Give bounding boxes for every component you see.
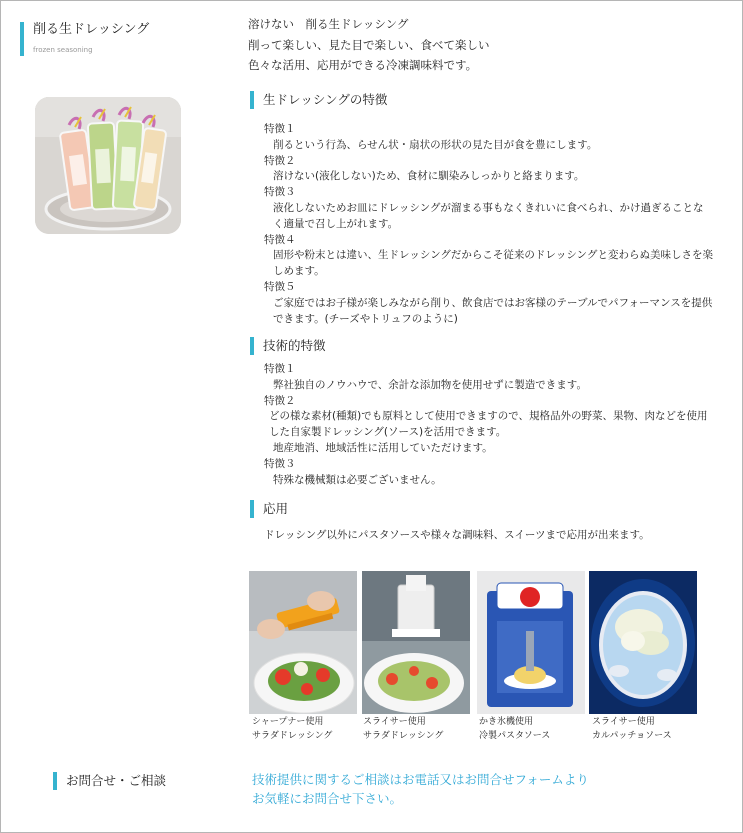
photo-sharpener-salad: [249, 571, 357, 714]
feature-label: 特徴１: [264, 123, 296, 135]
sidebar-subtitle: frozen seasoning: [33, 46, 93, 54]
caption-line: スライサー使用: [363, 717, 426, 727]
tech-label: 特徴１: [264, 363, 296, 375]
features-list: [264, 122, 714, 327]
tech-label: 特徴３: [264, 457, 296, 470]
contact-line: お気軽にお問合せ下さい。: [252, 790, 403, 806]
intro-line: 溶けない 削る生ドレッシング: [248, 17, 409, 31]
sidebar-title: 削る生ドレッシング: [33, 22, 150, 37]
tech-list: [264, 362, 714, 488]
application-text: ドレッシング以外にパスタソースや様々な調味料、スイーツまで応用が出来ます。: [264, 529, 650, 541]
intro-line: 色々な活用、応用ができる冷凍調味料です。: [248, 58, 478, 72]
features-heading: 生ドレッシングの特徴: [250, 91, 387, 109]
photo-slicer-carpaccio: [589, 571, 697, 714]
tech-desc: 特殊な機械類は必要ございません。: [273, 473, 442, 486]
photo-caption: [592, 716, 672, 743]
photo-shaved-ice-pasta: [477, 571, 585, 714]
feature-label: 特徴４: [264, 233, 296, 246]
tech-heading: 技術的特徴: [250, 337, 326, 355]
caption-line: 冷製パスタソース: [479, 730, 551, 741]
photo-caption: [479, 716, 550, 743]
caption-line: スライサー使用: [592, 717, 655, 727]
product-photo: [35, 97, 181, 234]
feature-desc: 削るという行為、らせん状・扇状の形状の見た目が食を豊にします。: [273, 138, 598, 151]
feature-desc: 溶けない(液化しない)ため、食材に馴染みしっかりと絡まります。: [273, 170, 585, 183]
caption-line: かき氷機使用: [479, 717, 534, 727]
contact-heading: お問合せ・ご相談: [53, 772, 166, 790]
feature-label: 特徴５: [264, 280, 296, 293]
contact-text: [252, 771, 589, 808]
photo-caption: [363, 716, 443, 743]
sidebar-heading: [20, 22, 149, 56]
photo-caption: [252, 716, 332, 743]
feature-desc: 固形や粉末とは違い、生ドレッシングだからこそ従来のドレッシングと変わらぬ美味しさを楽しめます。: [273, 249, 714, 278]
feature-label: 特徴３: [264, 186, 296, 199]
tech-desc: 地産地消、地域活性に活用していただけます。: [273, 441, 493, 454]
caption-line: サラダドレッシング: [252, 730, 333, 741]
caption-line: シャープナー使用: [252, 717, 324, 727]
intro-text: [248, 14, 490, 76]
feature-desc: 液化しないためお皿にドレッシングが溜まる事もなくきれいに食べられ、かけ過ぎることなく適量で召し上がれます。: [273, 201, 704, 230]
application-heading: 応用: [250, 500, 288, 518]
contact-line: 技術提供に関するご相談はお電話又はお問合せフォームより: [252, 772, 589, 787]
caption-line: カルパッチョソース: [592, 730, 672, 741]
tech-desc: 弊社独自のノウハウで、余計な添加物を使用せずに製造できます。: [273, 378, 587, 391]
photo-slicer-salad: [362, 571, 470, 714]
tech-label: 特徴２: [264, 394, 296, 407]
caption-line: サラダドレッシング: [363, 730, 444, 741]
feature-label: 特徴２: [264, 154, 296, 167]
intro-line: 削って楽しい、見た目で楽しい、食べて楽しい: [248, 37, 490, 52]
tech-desc: どの様な素材(種類)でも原料として使用できますので、規格品外の野菜、果物、肉などを使用した自家製ドレッシング(ソース)を活用できます。: [269, 410, 708, 439]
feature-desc: ご家庭ではお子様が楽しみながら削り、飲食店ではお客様のテーブルでパフォーマンスを提供できます。(チーズやトリュフのように): [273, 296, 713, 325]
